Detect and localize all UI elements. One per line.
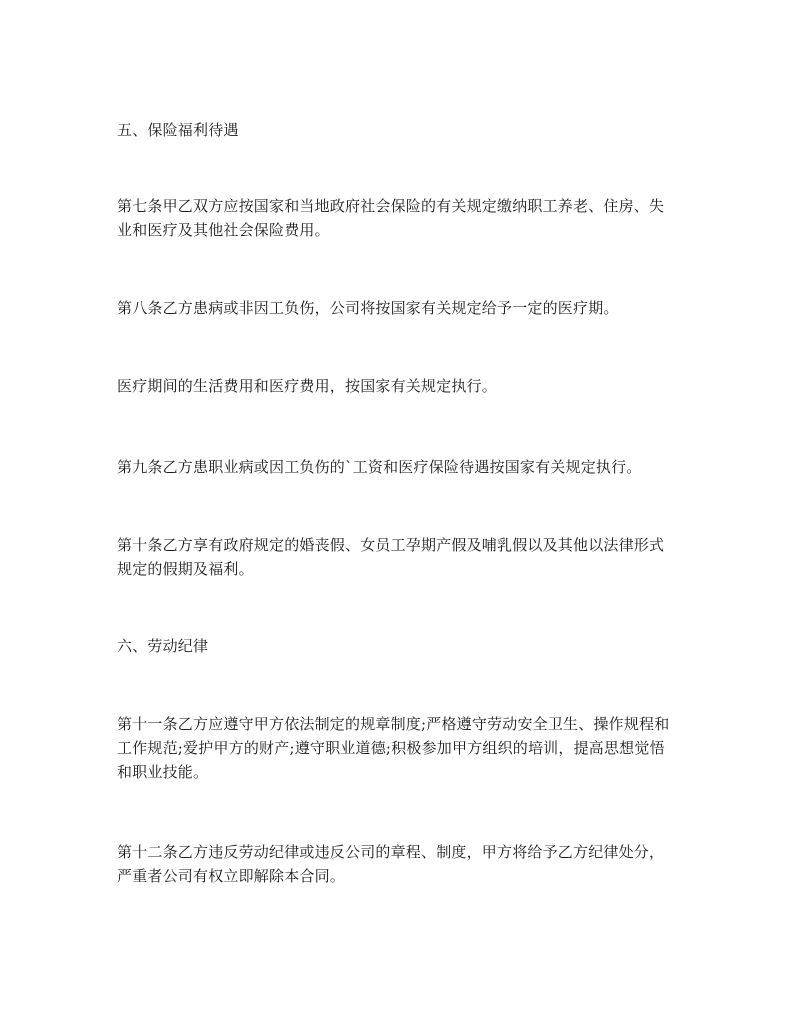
- article-7-paragraph: 第七条甲乙双方应按国家和当地政府社会保险的有关规定缴纳职工养老、住房、失业和医疗及其他社会保险费用。: [117, 197, 665, 239]
- article-11-paragraph: 第十一条乙方应遵守甲方依法制定的规章制度;严格遵守劳动安全卫生、操作规程和工作规范;爱护甲方的财产;遵守职业道德;积极参加甲方组织的培训，提高思想觉悟和职业技能。: [117, 715, 670, 781]
- article-9-paragraph: 第九条乙方患职业病或因工负伤的`工资和医疗保险待遇按国家有关规定执行。: [117, 458, 642, 476]
- section-heading-insurance: 五、保险福利待遇: [117, 121, 239, 139]
- article-12-paragraph: 第十二条乙方违反劳动纪律或违反公司的章程、制度，甲方将给予乙方纪律处分，严重者公司有权立即解除本合同。: [117, 843, 665, 885]
- section-heading-discipline: 六、劳动纪律: [117, 637, 209, 655]
- article-10-paragraph: 第十条乙方享有政府规定的婚丧假、女员工孕期产假及哺乳假以及其他以法律形式规定的假期及福利。: [117, 536, 665, 578]
- medical-period-paragraph: 医疗期间的生活费用和医疗费用，按国家有关规定执行。: [117, 377, 498, 395]
- article-8-paragraph: 第八条乙方患病或非因工负伤，公司将按国家有关规定给予一定的医疗期。: [117, 299, 619, 317]
